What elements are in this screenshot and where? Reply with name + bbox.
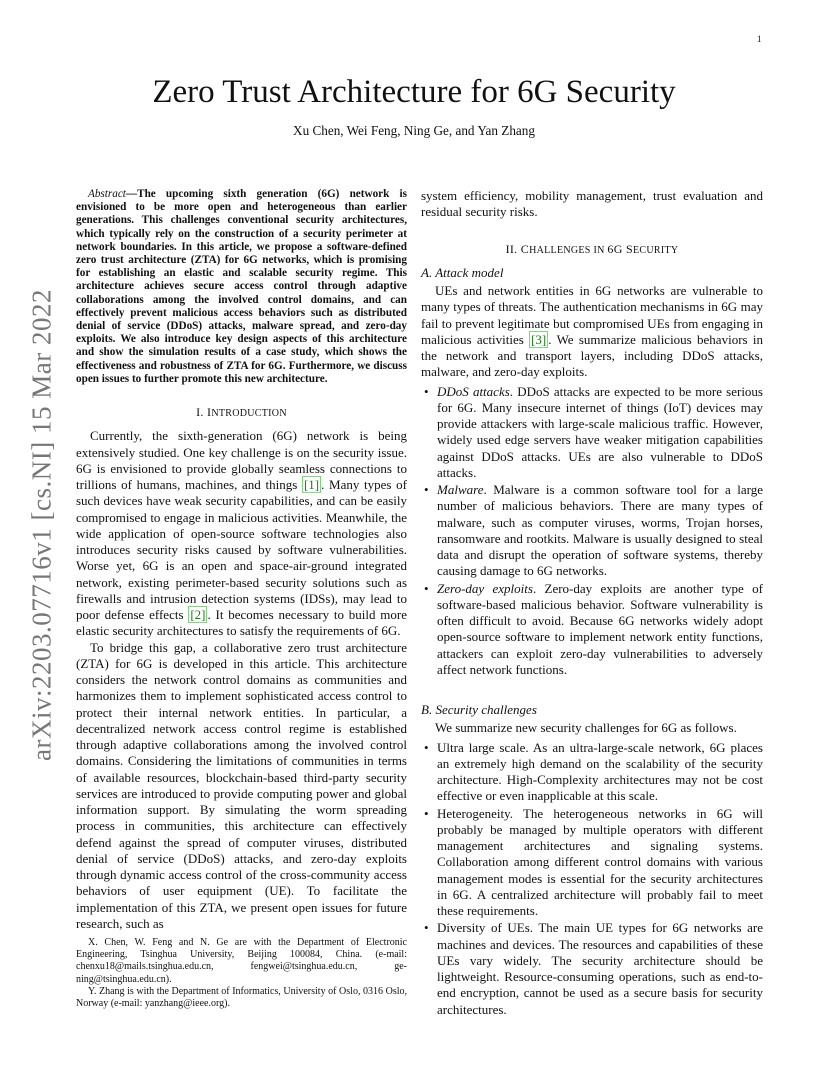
list-item: • DDoS attacks. DDoS attacks are expected to be more serious for 6G. Many insecure internet of things (IoT) devices may provide attackers with large-scale malicious traffic. However, widely used edge servers have weaker mitigation capabilities against DDoS attacks. UEs are also vulnerable to DDoS attacks. <box>437 384 763 482</box>
security-challenges-paragraph: We summarize new security challenges for 6G as follows. <box>435 720 737 736</box>
footnote: Y. Zhang is with the Department of Informatics, University of Oslo, 0316 Oslo, Norway (e-mail: yanzhang@ieee.org). <box>76 985 407 1010</box>
left-column <box>76 188 407 932</box>
citation-link[interactable]: [3] <box>531 331 547 347</box>
abstract-lead: Abstract <box>88 188 126 200</box>
arxiv-id: arXiv:2203.07716v1 [cs.NI] 15 Mar 2022 <box>26 289 57 761</box>
abstract <box>76 188 407 386</box>
list-item: • Ultra large scale. As an ultra-large-scale network, 6G places an extremely high demand on the scalability of the security architecture. High-Complexity architectures may not be cost effective or even inapplicable at this scale. <box>437 740 763 805</box>
page-number: 1 <box>757 34 762 44</box>
paper-title: Zero Trust Architecture for 6G Security <box>152 74 676 110</box>
arxiv-stamp <box>22 290 62 760</box>
list-item: • Malware. Malware is a common software tool for a large number of malicious behaviors. There are many types of malware, such as computer viruses, worms, Trojan horses, ransomware and rootkits. Malware is usually designed to steal data and disrupt the operation of software systems, thereby causing damage to 6G networks. <box>437 482 763 580</box>
attack-model-paragraph: UEs and network entities in 6G networks are vulnerable to many types of threats. The authentication mechanisms in 6G may fail to prevent legitimate but compromised UEs from engaging in malicious activities [3] . We summarize malicious behaviors in the network and transport layers, including DDoS attacks, malware, and zero-day exploits. <box>421 283 763 380</box>
abstract-text: —The upcoming sixth generation (6G) network is envisioned to be more open and heterogeneous than earlier generations. This challenges conventional security architectures, which typically rely on the construction of a security perimeter at network boundaries. In this article, we propose a software-defined zero trust architecture (ZTA) for 6G networks, which is promising for establishing an elastic and scalable security regime. This architecture achieves secure access control through adaptive collaborations among the involved control domains, and can effectively prevent malicious access behaviors such as distributed denial of service (DDoS) attacks, malware spread, and zero-day exploits. We also introduce key design aspects of this architecture and show the simulation results of a case study, which shows the effectiveness and robustness of ZTA for 6G. Furthermore, we discuss open issues to further promote this new architecture. <box>76 188 407 385</box>
citation-link[interactable]: [2] <box>190 607 206 623</box>
author-list: Xu Chen, Wei Feng, Ning Ge, and Yan Zhang <box>293 123 535 138</box>
attack-list <box>421 384 763 679</box>
footnote: X. Chen, W. Feng and N. Ge are with the Department of Electronic Engineering, Tsinghua University, Beijing 100084, China. (e-mail: chenxu18@mails.tsinghua.edu.cn, fengwei@tsinghua.edu.cn, ge-ning@tsinghua.edu.cn). <box>76 937 407 985</box>
section-heading-challenges: II. CHALLENGES IN 6G SECURITY <box>505 241 679 256</box>
right-column <box>421 188 763 1019</box>
list-item: • Zero-day exploits. Zero-day exploits are another type of software-based malicious behavior. Software vulnerability is often difficult to avoid. Because 6G networks widely adopt open-source software to implement network entity functions, attackers can exploit zero-day vulnerabilities to adversely affect network functions. <box>437 581 763 679</box>
intro-paragraph-1: Currently, the sixth-generation (6G) network is being extensively studied. One key challenge is on the security issue. 6G is envisioned to provide globally seamless connections to trillions of humans, machines, and things [1] . Many types of such devices have weak security capabilities, and can be easily compromised to engage in malicious activities. Meanwhile, the wide application of open-source software technologies also introduces security risks caused by software vulnerabilities. Worse yet, 6G is an open and space-air-ground integrated network, existing perimeter-based security solutions such as firewalls and intrusion detection systems (IDSs), may lead to poor defense effects [2] . It becomes necessary to build more elastic security architectures to satisfy the requirements of 6G. <box>76 428 407 639</box>
section-heading-introduction: I. INTRODUCTION <box>196 405 287 420</box>
list-item: • Heterogeneity. The heterogeneous networks in 6G will probably be managed by multiple operators with different management architectures and signaling systems. Collaboration among different control domains with various management modes is essential for the security architectures in 6G. A centralized architecture will probably fail to meet these requirements. <box>437 806 763 920</box>
intro-paragraph-2-continued: system efficiency, mobility management, trust evaluation and residual security risks. <box>421 188 763 220</box>
footnotes <box>76 937 407 1010</box>
citation-link[interactable]: [1] <box>303 477 320 493</box>
subsection-heading-security-challenges: B. Security challenges <box>421 702 537 717</box>
list-item: • Diversity of UEs. The main UE types for 6G networks are machines and devices. The resources and capabilities of these UEs vary widely. The security architecture should be lightweight. Resource-consuming operations, such as end-to-end encryption, cannot be used as a secure basis for security architectures. <box>437 920 763 1018</box>
subsection-heading-attack-model: A. Attack model <box>421 264 504 280</box>
intro-paragraph-2: To bridge this gap, a collaborative zero trust architecture (ZTA) for 6G is developed in this article. This architecture considers the network control domains as communities and harmonizes them to implement sophisticated access control to protect their internal network entities. In particular, a decentralized network access control regime is established through adaptive collaborations among the involved control domains. Considering the limitations of communities in terms of available resources, blockchain-based third-party security services are introduced to provide computing power and global information support. By simulating the worm spreading process in communities, this architecture can effectively defend against the spread of computer viruses, distributed denial of service (DDoS) attacks, and zero-day exploits through dynamic access control of the cross-community access behaviors of user equipment (UE). To facilitate the implementation of this ZTA, we present open issues for future research, such as <box>76 639 407 931</box>
challenge-list <box>421 740 763 1018</box>
